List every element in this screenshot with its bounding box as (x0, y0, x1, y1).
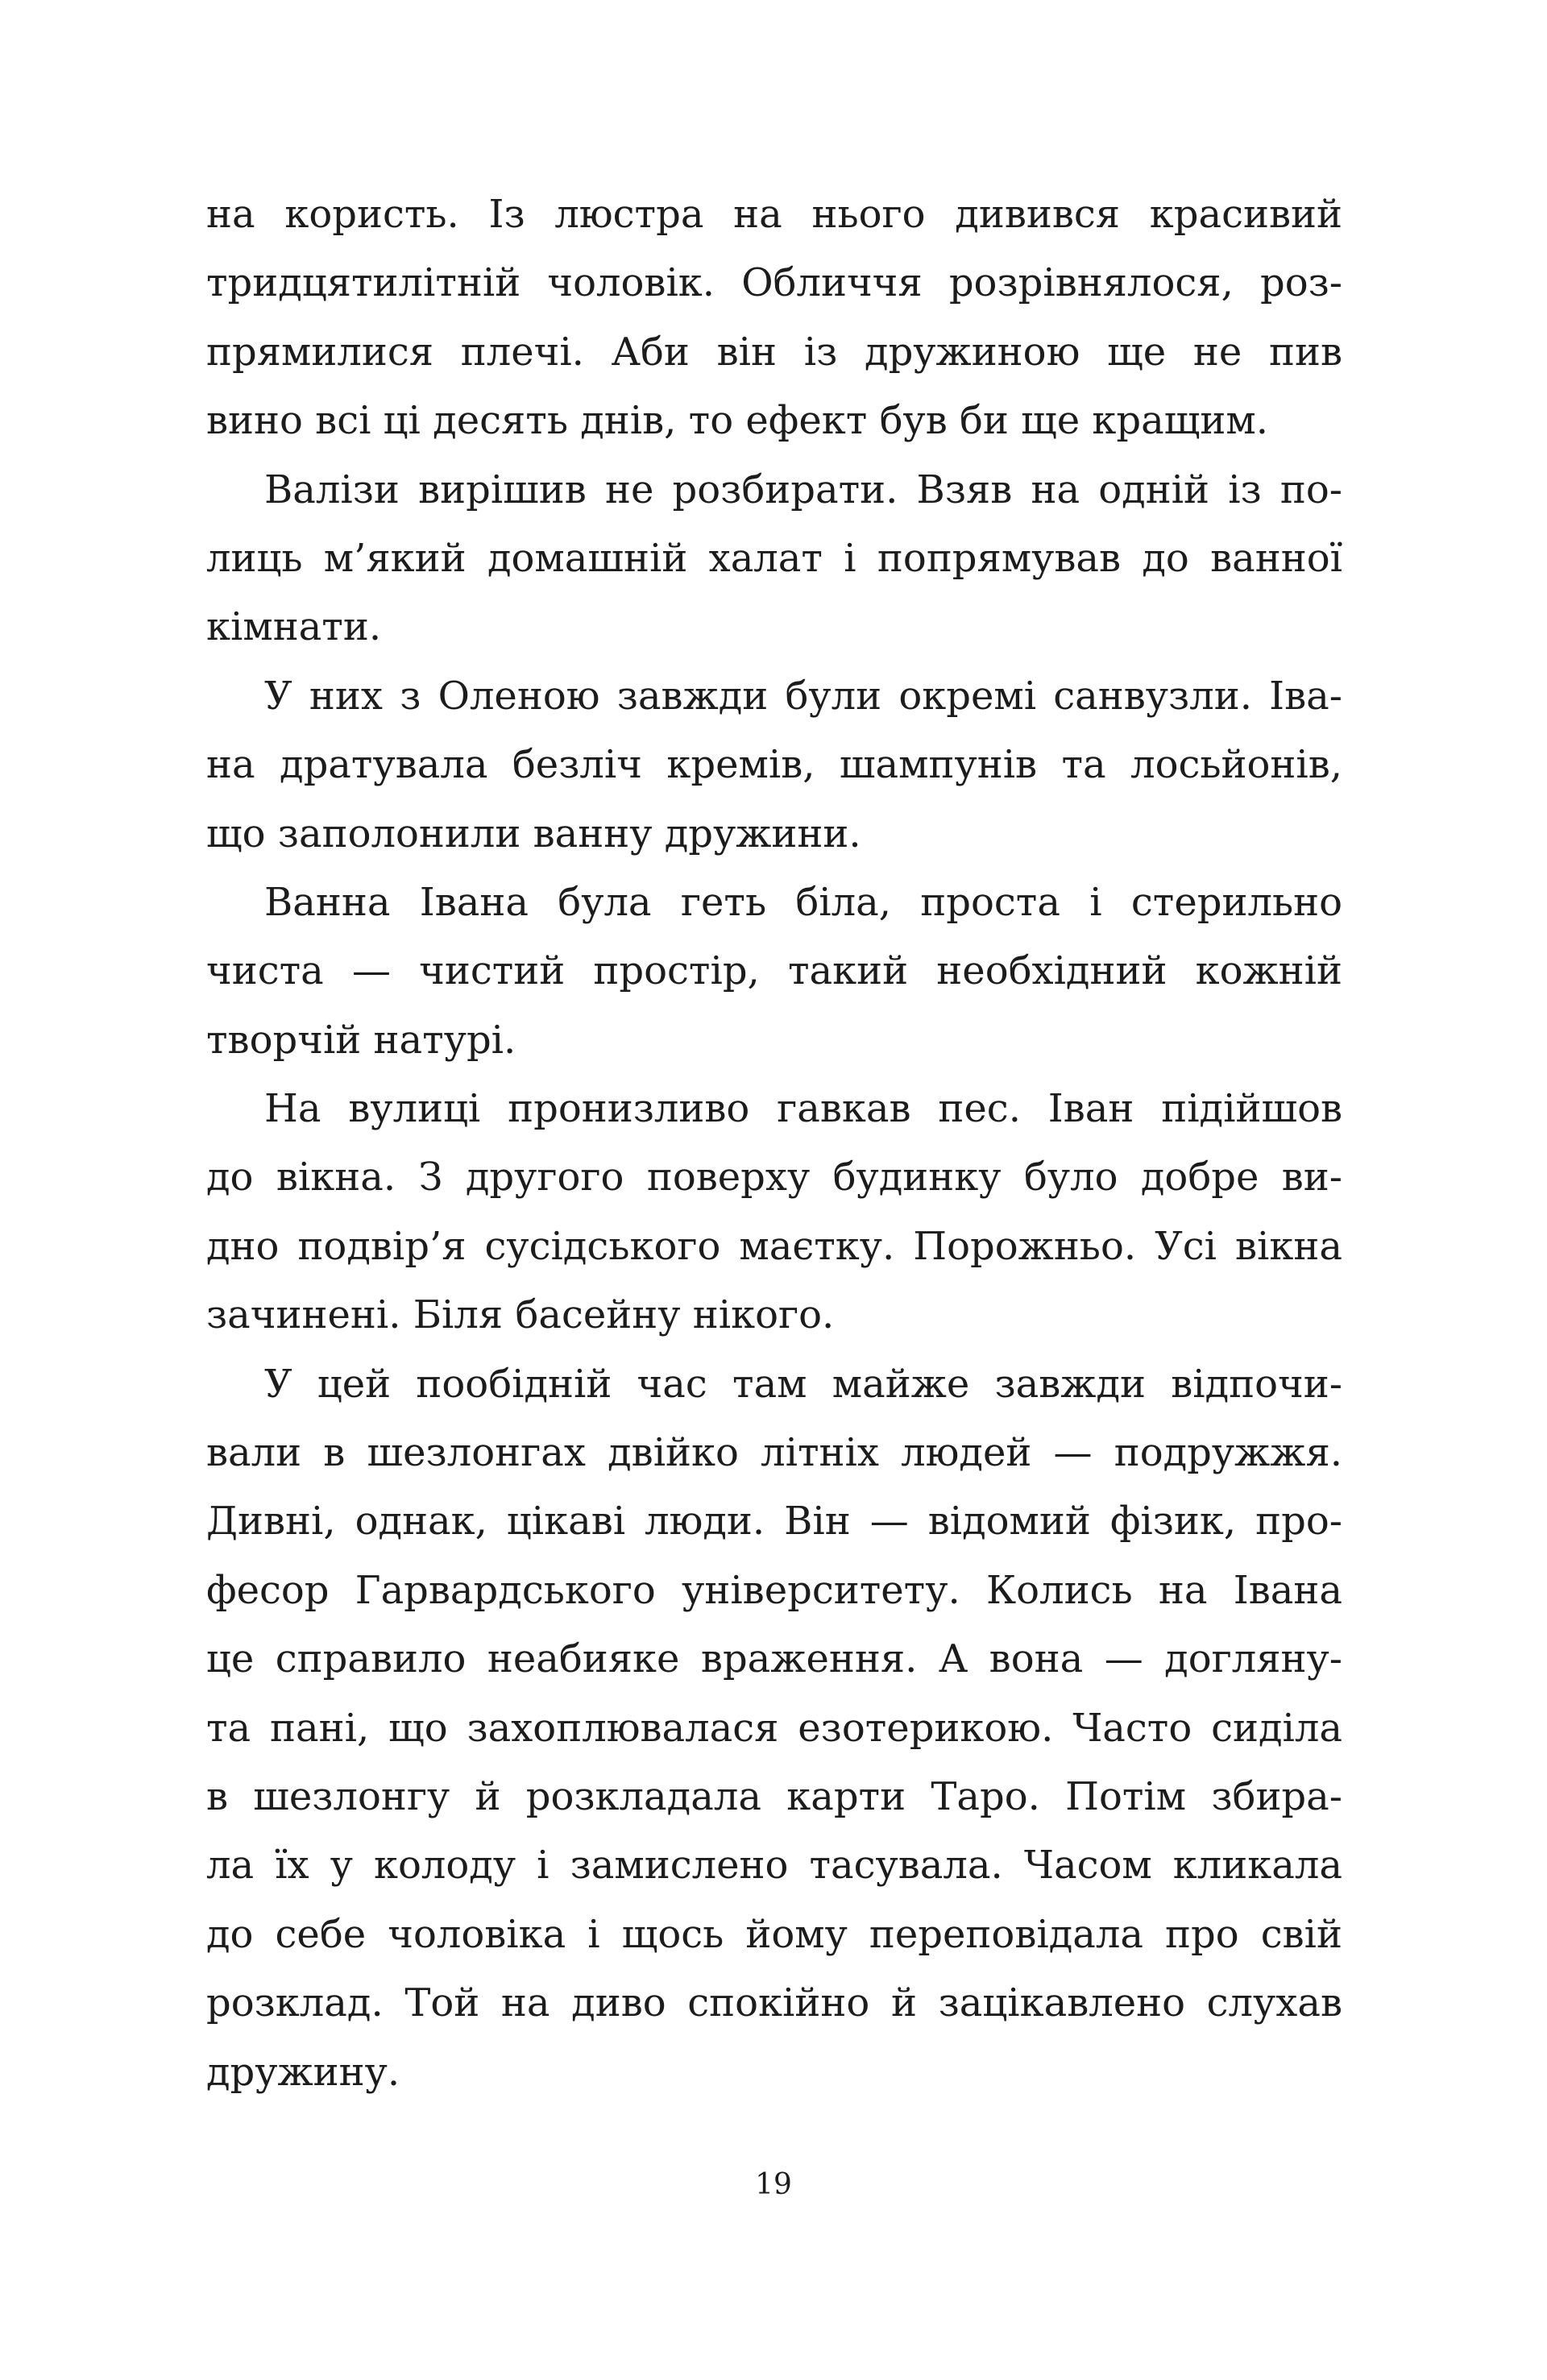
text-line: У них з Оленою завжди були окремі санвузли. Іва- (264, 673, 1342, 719)
text-line: розклад. Той на диво спокійно й зацікавлено слухав (206, 1980, 1342, 2026)
text-line: що заполонили ванну дружини. (206, 811, 861, 856)
text-line: У цей пообідній час там майже завжди відпочи- (264, 1361, 1342, 1407)
text-line: Дивні, однак, цікаві люди. Він — відомий фізик, про- (206, 1499, 1342, 1545)
text-line: лиць м’який домашній халат і попрямував до ванної (206, 535, 1342, 581)
text-line: фесор Гарвардського університету. Колись на Івана (206, 1567, 1342, 1613)
text-line: до вікна. З другого поверху будинку було добре ви- (206, 1155, 1342, 1200)
text-line: до себе чоловіка і щось йому переповідала про свій (206, 1911, 1342, 1957)
text-line: на користь. Із люстра на нього дивився красивий (206, 192, 1342, 237)
text-line: вали в шезлонгах двійко літніх людей — подружжя. (206, 1430, 1342, 1476)
page-number: 19 (755, 2168, 792, 2201)
text-line: дружину. (206, 2049, 400, 2095)
text-line: на дратувала безліч кремів, шампунів та лосьйонів, (206, 742, 1342, 788)
text-line: вино всі ці десять днів, то ефект був би ще кращим. (206, 398, 1268, 444)
text-line: тридцятилітній чоловік. Обличчя розрівнялося, роз- (206, 260, 1342, 306)
text-line: та пані, що захоплювалася езотерикою. Часто сиділа (206, 1705, 1342, 1751)
text-line: На вулиці пронизливо гавкав пес. Іван підійшов (264, 1086, 1342, 1132)
text-line: це справило неабияке враження. А вона — догляну- (206, 1636, 1342, 1682)
text-line: ла їх у колоду і замислено тасувала. Часом кликала (206, 1843, 1342, 1889)
text-line: Ванна Івана була геть біла, проста і стерильно (264, 879, 1342, 925)
text-line: чиста — чистий простір, такий необхідний кожній (206, 948, 1342, 994)
text-line: Валізи вирішив не розбирати. Взяв на одній із по- (264, 466, 1342, 512)
body-text (206, 180, 1342, 2107)
text-line: творчій натурі. (206, 1017, 516, 1063)
text-line: дно подвір’я сусідського маєтку. Порожньо. Усі вікна (206, 1223, 1342, 1269)
text-line: зачинені. Біля басейну нікого. (206, 1292, 835, 1338)
text-line: прямилися плечі. Аби він із дружиною ще не пив (206, 329, 1342, 375)
text-line: в шезлонгу й розкладала карти Таро. Потім збира- (206, 1773, 1342, 1819)
text-line: кімнати. (206, 604, 382, 650)
